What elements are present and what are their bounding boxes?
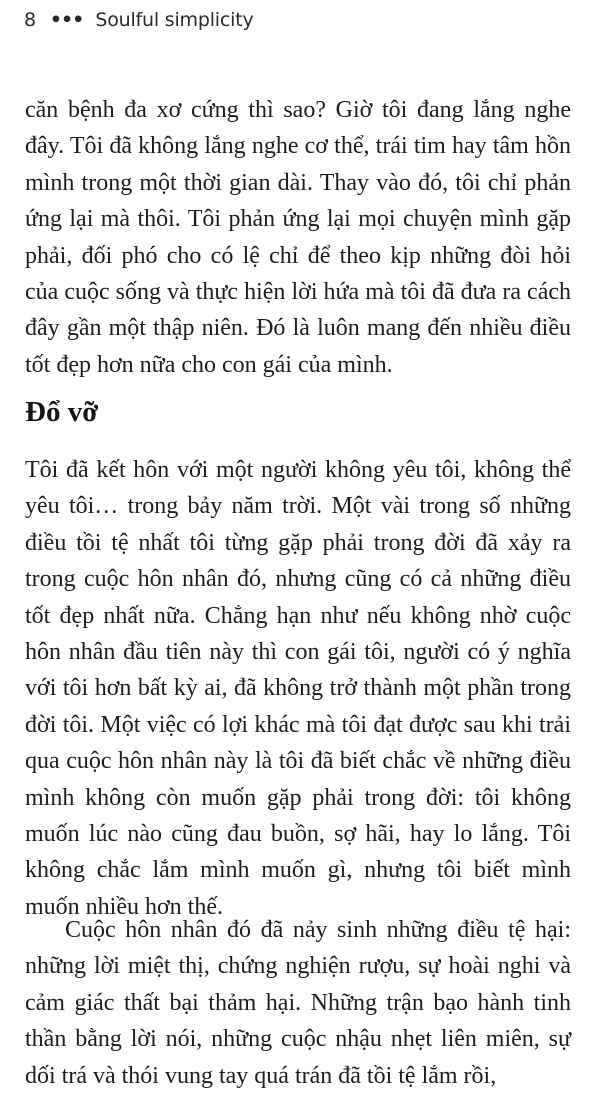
paragraph-1: căn bệnh đa xơ cứng thì sao? Giờ tôi đang lắng nghe đây. Tôi đã không lắng nghe cơ thể, trái tim hay tâm hồn mình trong một thời gian dài. Thay vào đó, tôi chỉ phản ứng lại mà thôi. Tôi phản ứng lại mọi chuyện mình gặp phải, đối phó cho có lệ chỉ để theo kịp những đòi hỏi của cuộc sống và thực hiện lời hứa mà tôi đã đưa ra cách đây gần một thập niên. Đó là luôn mang đến nhiều điều tốt đẹp hơn nữa cho con gái của mình. bbox=[25, 97, 571, 378]
book-title: Soulful simplicity bbox=[95, 9, 254, 31]
header-separator: ••• bbox=[49, 9, 84, 31]
page-number: 8 bbox=[24, 9, 36, 31]
section-heading: Đổ vỡ bbox=[25, 396, 99, 428]
running-header bbox=[24, 9, 254, 31]
paragraph-3: Cuộc hôn nhân đó đã nảy sinh những điều tệ hại: những lời miệt thị, chứng nghiện rượu, sự hoài nghi và cảm giác thất bại thảm hại. Những trận bạo hành tinh thần bằng lời nói, những cuộc nhậu nhẹt liên miên, sự dối trá và thói vung tay quá trán đã tồi tệ lắm rồi, bbox=[25, 917, 571, 1089]
paragraph-2: Tôi đã kết hôn với một người không yêu tôi, không thể yêu tôi… trong bảy năm trời. Một vài trong số những điều tồi tệ nhất tôi từng gặp phải trong đời đã xảy ra trong cuộc hôn nhân đó, nhưng cũng có cả những điều tốt đẹp nhất nữa. Chẳng hạn như nếu không nhờ cuộc hôn nhân đầu tiên này thì con gái tôi, người có ý nghĩa với tôi hơn bất kỳ ai, đã không trở thành một phần trong đời tôi. Một việc có lợi khác mà tôi đạt được sau khi trải qua cuộc hôn nhân này là tôi đã biết chắc về những điều mình không còn muốn gặp phải trong đời: tôi không muốn lúc nào cũng đau buồn, sợ hãi, hay lo lắng. Tôi không chắc lắm mình muốn gì, nhưng tôi biết mình muốn nhiều hơn thế. bbox=[25, 457, 571, 920]
